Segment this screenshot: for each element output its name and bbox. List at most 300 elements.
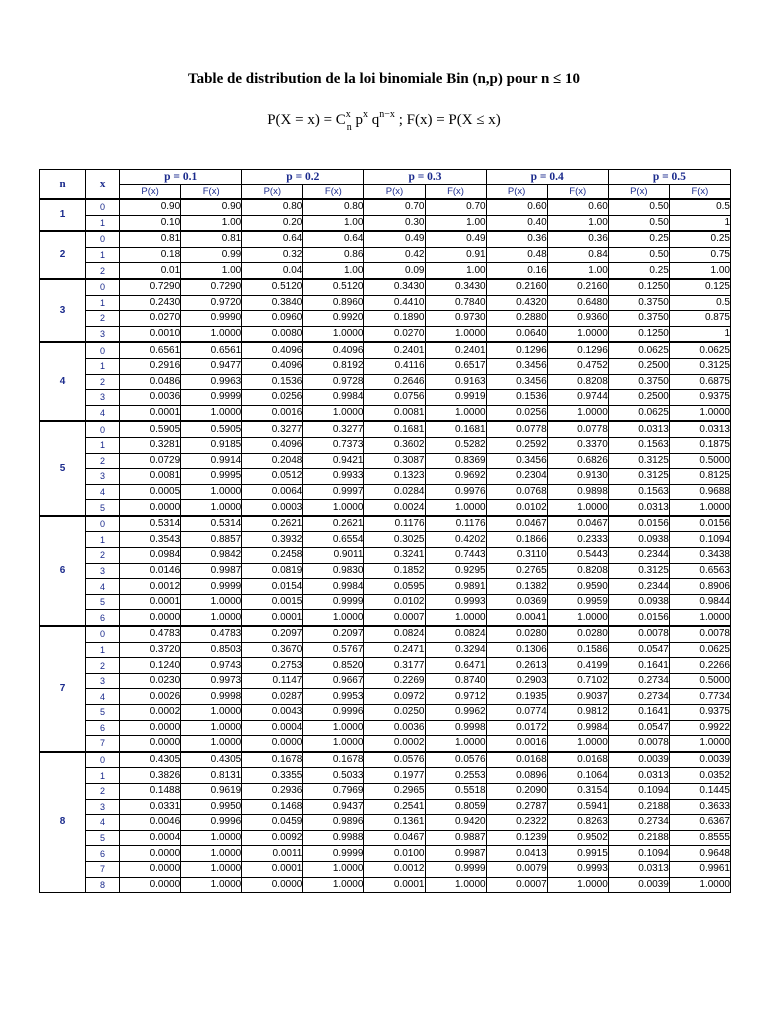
cell-px: 0.50 xyxy=(608,247,669,263)
cell-px: 0.0003 xyxy=(242,500,303,516)
cell-fx: 0.8555 xyxy=(669,830,730,846)
cell-px: 0.2592 xyxy=(486,437,547,453)
cell-px: 0.2090 xyxy=(486,783,547,799)
cell-px: 0.2916 xyxy=(120,358,181,374)
cell-fx: 0.9812 xyxy=(547,705,608,721)
cell-px: 0.0026 xyxy=(120,689,181,705)
table-row xyxy=(40,199,731,215)
cell-fx: 1.0000 xyxy=(547,610,608,626)
cell-px: 0.0270 xyxy=(120,311,181,327)
cell-fx: 0.70 xyxy=(425,199,486,215)
cell-x: 2 xyxy=(86,453,120,469)
cell-fx: 0.9360 xyxy=(547,311,608,327)
table-row xyxy=(40,594,731,610)
cell-px: 0.5905 xyxy=(120,421,181,437)
cell-fx: 0.2553 xyxy=(425,768,486,784)
cell-fx: 0.1586 xyxy=(547,642,608,658)
cell-n: 4 xyxy=(40,342,86,421)
cell-fx: 0.9988 xyxy=(303,830,364,846)
cell-fx: 0.5767 xyxy=(303,642,364,658)
header-p-0-1: p = 0.1 xyxy=(120,170,242,185)
cell-fx: 0.9502 xyxy=(547,830,608,846)
cell-px: 0.0081 xyxy=(120,469,181,485)
cell-fx: 0.9915 xyxy=(547,846,608,862)
cell-px: 0.0547 xyxy=(608,720,669,736)
cell-fx: 0.8208 xyxy=(547,563,608,579)
cell-fx: 0.5443 xyxy=(547,548,608,564)
table-row xyxy=(40,658,731,674)
cell-fx: 0.9998 xyxy=(181,689,242,705)
cell-px: 0.60 xyxy=(486,199,547,215)
cell-fx: 1.0000 xyxy=(547,405,608,421)
cell-fx: 0.0168 xyxy=(547,752,608,768)
cell-fx: 0.2401 xyxy=(425,342,486,358)
cell-fx: 0.9420 xyxy=(425,815,486,831)
table-row xyxy=(40,421,731,437)
cell-px: 0.3087 xyxy=(364,453,425,469)
cell-fx: 0.0576 xyxy=(425,752,486,768)
table-row xyxy=(40,390,731,406)
cell-fx: 0.9984 xyxy=(303,579,364,595)
cell-px: 0.0413 xyxy=(486,846,547,862)
cell-n: 8 xyxy=(40,752,86,893)
cell-px: 0.0756 xyxy=(364,390,425,406)
cell-x: 0 xyxy=(86,516,120,532)
cell-fx: 1.0000 xyxy=(425,877,486,893)
cell-fx: 0.9842 xyxy=(181,548,242,564)
table-row xyxy=(40,830,731,846)
cell-x: 5 xyxy=(86,594,120,610)
cell-fx: 0.75 xyxy=(669,247,730,263)
cell-x: 3 xyxy=(86,469,120,485)
header-p-0-5: p = 0.5 xyxy=(608,170,730,185)
cell-n: 6 xyxy=(40,516,86,626)
cell-px: 0.1563 xyxy=(608,484,669,500)
cell-px: 0.18 xyxy=(120,247,181,263)
table-row xyxy=(40,311,731,327)
cell-x: 3 xyxy=(86,563,120,579)
table-row xyxy=(40,516,731,532)
cell-px: 0.0041 xyxy=(486,610,547,626)
cell-px: 0.0000 xyxy=(120,720,181,736)
cell-x: 4 xyxy=(86,405,120,421)
cell-fx: 0.3125 xyxy=(669,358,730,374)
cell-px: 0.0039 xyxy=(608,877,669,893)
cell-x: 7 xyxy=(86,736,120,752)
cell-fx: 0.9590 xyxy=(547,579,608,595)
cell-px: 0.0774 xyxy=(486,705,547,721)
cell-px: 0.0256 xyxy=(486,405,547,421)
cell-fx: 0.91 xyxy=(425,247,486,263)
cell-fx: 0.8263 xyxy=(547,815,608,831)
subheader-px: P(x) xyxy=(242,185,303,200)
cell-fx: 1.0000 xyxy=(547,326,608,342)
cell-x: 0 xyxy=(86,626,120,642)
cell-fx: 0.9477 xyxy=(181,358,242,374)
table-row xyxy=(40,358,731,374)
cell-fx: 0.9648 xyxy=(669,846,730,862)
cell-px: 0.4305 xyxy=(120,752,181,768)
header-n: n xyxy=(40,170,86,200)
cell-x: 8 xyxy=(86,877,120,893)
cell-fx: 0.9920 xyxy=(303,311,364,327)
cell-px: 0.1382 xyxy=(486,579,547,595)
cell-fx: 1.0000 xyxy=(181,610,242,626)
cell-fx: 1.0000 xyxy=(303,861,364,877)
cell-x: 2 xyxy=(86,658,120,674)
cell-fx: 0.2097 xyxy=(303,626,364,642)
cell-fx: 1.0000 xyxy=(547,877,608,893)
cell-fx: 0.4096 xyxy=(303,342,364,358)
cell-px: 0.0154 xyxy=(242,579,303,595)
cell-px: 0.1176 xyxy=(364,516,425,532)
header-p-0-2: p = 0.2 xyxy=(242,170,364,185)
cell-px: 0.4096 xyxy=(242,358,303,374)
table-row xyxy=(40,563,731,579)
cell-x: 2 xyxy=(86,311,120,327)
cell-fx: 1.0000 xyxy=(181,877,242,893)
cell-px: 0.3750 xyxy=(608,374,669,390)
cell-px: 0.0156 xyxy=(608,610,669,626)
formula-sub-n: n xyxy=(346,122,352,133)
cell-fx: 1.00 xyxy=(669,263,730,279)
formula-sup-x2: x xyxy=(363,109,369,120)
cell-px: 0.0768 xyxy=(486,484,547,500)
cell-fx: 1.0000 xyxy=(181,326,242,342)
cell-fx: 0.6471 xyxy=(425,658,486,674)
table-row xyxy=(40,453,731,469)
cell-px: 0.81 xyxy=(120,231,181,247)
cell-px: 0.2269 xyxy=(364,673,425,689)
cell-fx: 1.0000 xyxy=(303,877,364,893)
cell-fx: 0.9163 xyxy=(425,374,486,390)
cell-fx: 0.8503 xyxy=(181,642,242,658)
cell-fx: 0.5033 xyxy=(303,768,364,784)
cell-px: 0.0011 xyxy=(242,846,303,862)
cell-px: 0.0172 xyxy=(486,720,547,736)
cell-fx: 0.9999 xyxy=(303,594,364,610)
cell-fx: 0.9896 xyxy=(303,815,364,831)
cell-px: 0.0007 xyxy=(364,610,425,626)
cell-fx: 0.0625 xyxy=(669,342,730,358)
cell-fx: 0.5518 xyxy=(425,783,486,799)
cell-fx: 0.6517 xyxy=(425,358,486,374)
cell-fx: 0.9037 xyxy=(547,689,608,705)
subheader-px: P(x) xyxy=(120,185,181,200)
cell-px: 0.0015 xyxy=(242,594,303,610)
cell-px: 0.1250 xyxy=(608,326,669,342)
subheader-fx: F(x) xyxy=(425,185,486,200)
cell-n: 3 xyxy=(40,279,86,342)
cell-px: 0.10 xyxy=(120,215,181,231)
cell-px: 0.2322 xyxy=(486,815,547,831)
cell-px: 0.4116 xyxy=(364,358,425,374)
cell-fx: 1 xyxy=(669,215,730,231)
cell-fx: 0.90 xyxy=(181,199,242,215)
cell-x: 1 xyxy=(86,437,120,453)
cell-fx: 1.0000 xyxy=(303,500,364,516)
table-row xyxy=(40,689,731,705)
cell-px: 0.49 xyxy=(364,231,425,247)
table-row xyxy=(40,215,731,231)
cell-fx: 0.4752 xyxy=(547,358,608,374)
cell-px: 0.2401 xyxy=(364,342,425,358)
cell-px: 0.0000 xyxy=(120,736,181,752)
cell-fx: 0.36 xyxy=(547,231,608,247)
cell-fx: 0.4305 xyxy=(181,752,242,768)
cell-px: 0.2936 xyxy=(242,783,303,799)
cell-px: 0.1240 xyxy=(120,658,181,674)
table-row xyxy=(40,626,731,642)
cell-fx: 0.9730 xyxy=(425,311,486,327)
formula-rhs: ; F(x) = P(X ≤ x) xyxy=(398,112,501,128)
cell-px: 0.0331 xyxy=(120,799,181,815)
cell-x: 2 xyxy=(86,374,120,390)
cell-px: 0.1094 xyxy=(608,846,669,862)
table-row xyxy=(40,877,731,893)
cell-x: 3 xyxy=(86,673,120,689)
cell-px: 0.64 xyxy=(242,231,303,247)
cell-fx: 0.0156 xyxy=(669,516,730,532)
cell-px: 0.1094 xyxy=(608,783,669,799)
cell-px: 0.3277 xyxy=(242,421,303,437)
cell-px: 0.70 xyxy=(364,199,425,215)
cell-px: 0.1866 xyxy=(486,532,547,548)
cell-x: 0 xyxy=(86,752,120,768)
cell-fx: 0.6480 xyxy=(547,295,608,311)
cell-fx: 0.9720 xyxy=(181,295,242,311)
table-row xyxy=(40,705,731,721)
cell-fx: 0.9728 xyxy=(303,374,364,390)
binomial-table xyxy=(39,169,731,893)
cell-x: 2 xyxy=(86,548,120,564)
cell-px: 0.0001 xyxy=(242,861,303,877)
cell-px: 0.1890 xyxy=(364,311,425,327)
cell-px: 0.1852 xyxy=(364,563,425,579)
cell-fx: 0.0352 xyxy=(669,768,730,784)
cell-fx: 0.8208 xyxy=(547,374,608,390)
cell-fx: 0.7443 xyxy=(425,548,486,564)
cell-px: 0.2471 xyxy=(364,642,425,658)
cell-px: 0.2344 xyxy=(608,579,669,595)
cell-px: 0.2765 xyxy=(486,563,547,579)
cell-px: 0.3456 xyxy=(486,453,547,469)
cell-px: 0.30 xyxy=(364,215,425,231)
cell-px: 0.0078 xyxy=(608,736,669,752)
cell-px: 0.0369 xyxy=(486,594,547,610)
formula-sup-x: x xyxy=(345,109,351,120)
table-row xyxy=(40,768,731,784)
cell-fx: 0.9999 xyxy=(303,846,364,862)
cell-fx: 0.9999 xyxy=(181,390,242,406)
cell-fx: 0.3430 xyxy=(425,279,486,295)
cell-fx: 0.9973 xyxy=(181,673,242,689)
cell-fx: 0.7373 xyxy=(303,437,364,453)
cell-px: 0.0467 xyxy=(364,830,425,846)
cell-px: 0.0010 xyxy=(120,326,181,342)
cell-fx: 0.81 xyxy=(181,231,242,247)
cell-fx: 0.9130 xyxy=(547,469,608,485)
cell-fx: 1.0000 xyxy=(181,484,242,500)
cell-px: 0.2458 xyxy=(242,548,303,564)
cell-fx: 0.6554 xyxy=(303,532,364,548)
cell-px: 0.0824 xyxy=(364,626,425,642)
cell-fx: 1.00 xyxy=(303,263,364,279)
cell-px: 0.0000 xyxy=(120,846,181,862)
cell-fx: 0.9891 xyxy=(425,579,486,595)
cell-fx: 1.0000 xyxy=(303,326,364,342)
table-row xyxy=(40,815,731,831)
cell-fx: 0.7102 xyxy=(547,673,608,689)
cell-px: 0.0984 xyxy=(120,548,181,564)
cell-fx: 0.8740 xyxy=(425,673,486,689)
cell-fx: 0.9619 xyxy=(181,783,242,799)
cell-px: 0.0001 xyxy=(120,405,181,421)
cell-fx: 0.5000 xyxy=(669,453,730,469)
cell-fx: 0.9987 xyxy=(425,846,486,862)
cell-fx: 0.0467 xyxy=(547,516,608,532)
cell-fx: 0.875 xyxy=(669,311,730,327)
cell-px: 0.0004 xyxy=(242,720,303,736)
cell-px: 0.4410 xyxy=(364,295,425,311)
cell-px: 0.2541 xyxy=(364,799,425,815)
cell-px: 0.0064 xyxy=(242,484,303,500)
subheader-px: P(x) xyxy=(486,185,547,200)
cell-px: 0.0012 xyxy=(120,579,181,595)
cell-fx: 1.00 xyxy=(181,215,242,231)
table-row xyxy=(40,642,731,658)
table-row xyxy=(40,783,731,799)
cell-fx: 0.4202 xyxy=(425,532,486,548)
cell-px: 0.0625 xyxy=(608,405,669,421)
cell-px: 0.0036 xyxy=(364,720,425,736)
cell-n: 2 xyxy=(40,231,86,279)
cell-fx: 0.5000 xyxy=(669,673,730,689)
table-body xyxy=(40,199,731,893)
cell-fx: 0.9743 xyxy=(181,658,242,674)
cell-px: 0.2965 xyxy=(364,783,425,799)
cell-fx: 0.9692 xyxy=(425,469,486,485)
cell-px: 0.0640 xyxy=(486,326,547,342)
cell-x: 0 xyxy=(86,279,120,295)
cell-px: 0.0625 xyxy=(608,342,669,358)
cell-fx: 0.3633 xyxy=(669,799,730,815)
cell-px: 0.0729 xyxy=(120,453,181,469)
cell-px: 0.2188 xyxy=(608,799,669,815)
cell-px: 0.0287 xyxy=(242,689,303,705)
cell-fx: 0.1094 xyxy=(669,532,730,548)
cell-x: 0 xyxy=(86,199,120,215)
cell-px: 0.16 xyxy=(486,263,547,279)
cell-fx: 0.9922 xyxy=(669,720,730,736)
table-row xyxy=(40,579,731,595)
cell-px: 0.0284 xyxy=(364,484,425,500)
cell-n: 1 xyxy=(40,199,86,231)
cell-fx: 0.0078 xyxy=(669,626,730,642)
cell-px: 0.1977 xyxy=(364,768,425,784)
cell-px: 0.1296 xyxy=(486,342,547,358)
cell-fx: 0.7734 xyxy=(669,689,730,705)
cell-px: 0.0547 xyxy=(608,642,669,658)
cell-px: 0.0168 xyxy=(486,752,547,768)
cell-px: 0.0080 xyxy=(242,326,303,342)
cell-px: 0.1306 xyxy=(486,642,547,658)
cell-x: 1 xyxy=(86,358,120,374)
cell-px: 0.3125 xyxy=(608,469,669,485)
cell-fx: 0.8960 xyxy=(303,295,364,311)
cell-fx: 0.9712 xyxy=(425,689,486,705)
header-p-0-4: p = 0.4 xyxy=(486,170,608,185)
cell-fx: 0.9437 xyxy=(303,799,364,815)
cell-px: 0.1361 xyxy=(364,815,425,831)
cell-fx: 1.00 xyxy=(303,215,364,231)
formula xyxy=(0,110,768,132)
cell-px: 0.0102 xyxy=(364,594,425,610)
cell-px: 0.1678 xyxy=(242,752,303,768)
cell-x: 2 xyxy=(86,263,120,279)
cell-fx: 0.0313 xyxy=(669,421,730,437)
cell-px: 0.1468 xyxy=(242,799,303,815)
table-row xyxy=(40,846,731,862)
cell-px: 0.2734 xyxy=(608,689,669,705)
cell-px: 0.0313 xyxy=(608,768,669,784)
cell-fx: 0.9959 xyxy=(547,594,608,610)
cell-px: 0.0280 xyxy=(486,626,547,642)
cell-fx: 0.9953 xyxy=(303,689,364,705)
cell-fx: 0.1875 xyxy=(669,437,730,453)
cell-fx: 0.0824 xyxy=(425,626,486,642)
cell-px: 0.0972 xyxy=(364,689,425,705)
cell-px: 0.09 xyxy=(364,263,425,279)
cell-px: 0.3430 xyxy=(364,279,425,295)
cell-px: 0.1147 xyxy=(242,673,303,689)
cell-fx: 1.00 xyxy=(425,215,486,231)
cell-fx: 0.9963 xyxy=(181,374,242,390)
cell-x: 1 xyxy=(86,642,120,658)
subheader-fx: F(x) xyxy=(181,185,242,200)
cell-x: 6 xyxy=(86,846,120,862)
cell-px: 0.0000 xyxy=(242,877,303,893)
cell-px: 0.3670 xyxy=(242,642,303,658)
cell-fx: 0.4783 xyxy=(181,626,242,642)
cell-px: 0.0100 xyxy=(364,846,425,862)
cell-x: 4 xyxy=(86,689,120,705)
cell-fx: 1 xyxy=(669,326,730,342)
cell-fx: 0.9295 xyxy=(425,563,486,579)
cell-px: 0.0467 xyxy=(486,516,547,532)
cell-fx: 0.9962 xyxy=(425,705,486,721)
cell-px: 0.0046 xyxy=(120,815,181,831)
table-row xyxy=(40,673,731,689)
cell-px: 0.3355 xyxy=(242,768,303,784)
cell-x: 0 xyxy=(86,231,120,247)
cell-px: 0.0024 xyxy=(364,500,425,516)
cell-px: 0.3456 xyxy=(486,374,547,390)
cell-px: 0.0313 xyxy=(608,500,669,516)
cell-x: 4 xyxy=(86,815,120,831)
cell-fx: 0.7969 xyxy=(303,783,364,799)
cell-fx: 1.00 xyxy=(547,215,608,231)
cell-fx: 1.0000 xyxy=(303,720,364,736)
cell-x: 1 xyxy=(86,295,120,311)
cell-px: 0.0270 xyxy=(364,326,425,342)
cell-fx: 0.9887 xyxy=(425,830,486,846)
cell-fx: 1.0000 xyxy=(669,405,730,421)
cell-fx: 0.6561 xyxy=(181,342,242,358)
cell-px: 0.1536 xyxy=(486,390,547,406)
header-x: x xyxy=(86,170,120,200)
cell-px: 0.1323 xyxy=(364,469,425,485)
